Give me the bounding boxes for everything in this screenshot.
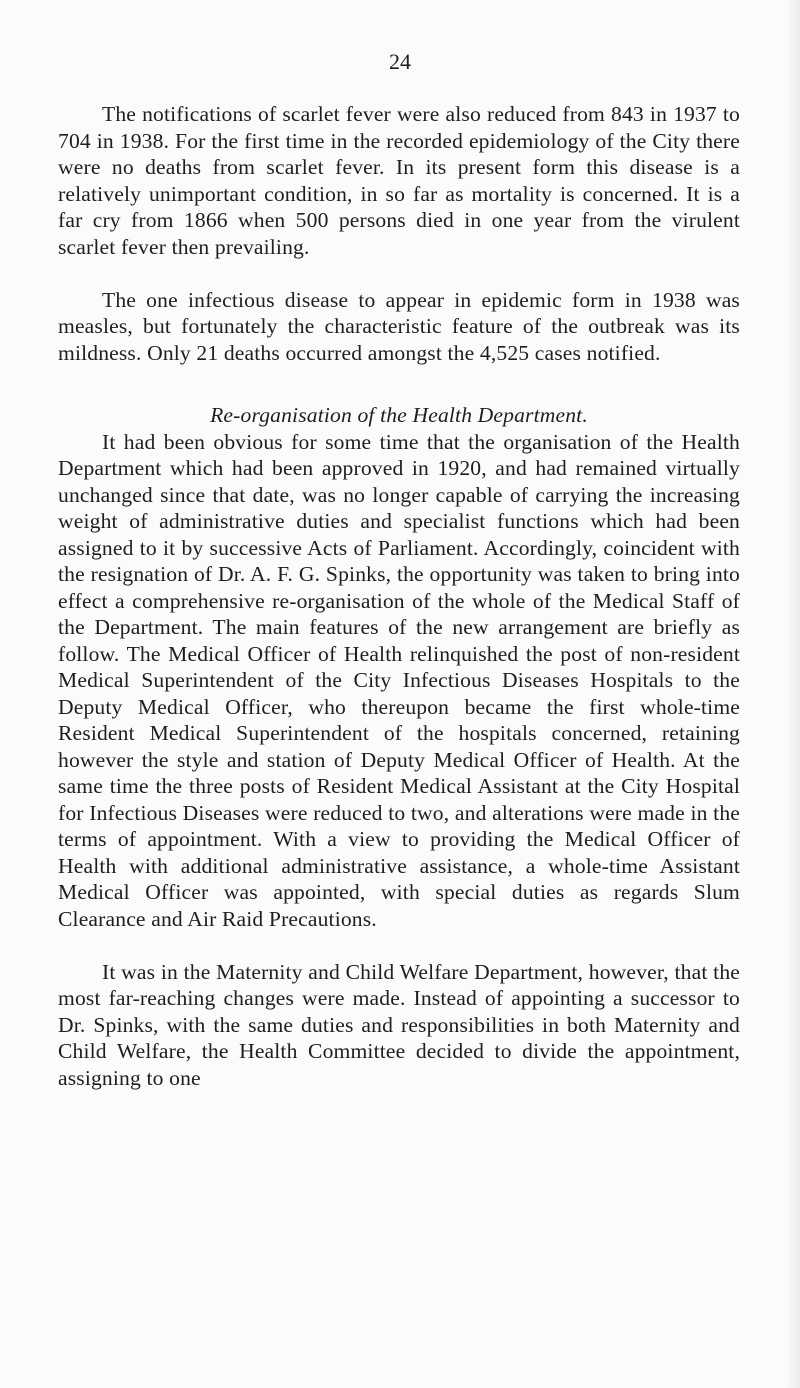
page-body bbox=[58, 101, 740, 1091]
paragraph-reorganisation: It had been obvious for some time that the organisation of the Health Department which had been approved in 1920, and had remained virtually unchanged since that date, was no longer capable of carrying the increasing weight of administrative duties and specialist functions which had been assigned to it by successive Acts of Parliament. Accordingly, coincident with the resignation of Dr. A. F. G. Spinks, the opportunity was taken to bring into effect a comprehensive re-organisation of the whole of the Medical Staff of the Department. The main features of the new arrangement are briefly as follow. The Medical Officer of Health relinquished the post of non-resident Medical Superintendent of the City Infectious Diseases Hospitals to the Deputy Medical Officer, who thereupon became the first whole-time Resident Medical Superintendent of the hospitals concerned, retaining however the style and station of Deputy Medical Officer of Health. At the same time the three posts of Resident Medical Assistant at the City Hospital for Infectious Diseases were reduced to two, and alterations were made in the terms of appointment. With a view to providing the Medical Officer of Health with additional administrative assistance, a whole-time Assistant Medical Officer was appointed, with special duties as regards Slum Clearance and Air Raid Precautions. bbox=[58, 429, 740, 931]
paragraph-maternity: It was in the Maternity and Child Welfare Department, however, that the most far-reaching changes were made. Instead of appointing a successor to Dr. Spinks, with the same duties and responsibilities in both Maternity and Child Welfare, the Health Committee decided to divide the appointment, assigning to one bbox=[58, 959, 740, 1090]
page-edge-shadow bbox=[786, 0, 800, 1388]
paragraph-measles: The one infectious disease to appear in epidemic form in 1938 was measles, but fortunately the characteristic feature of the outbreak was its mildness. Only 21 deaths occurred amongst the 4,525 cases notified. bbox=[58, 287, 740, 365]
paragraph-gap bbox=[58, 932, 740, 959]
page-number: 24 bbox=[389, 49, 411, 74]
section-heading: Re-organisation of the Health Department. bbox=[210, 403, 588, 427]
section-gap bbox=[58, 366, 740, 402]
paragraph-gap bbox=[58, 260, 740, 287]
paragraph-scarlet-fever: The notifications of scarlet fever were also reduced from 843 in 1937 to 704 in 1938. For the first time in the recorded epidemiology of the City there were no deaths from scarlet fever. In its present form this disease is a relatively unimportant condition, in so far as mortality is concerned. It is a far cry from 1866 when 500 persons died in one year from the virulent scarlet fever then prevailing. bbox=[58, 102, 740, 259]
